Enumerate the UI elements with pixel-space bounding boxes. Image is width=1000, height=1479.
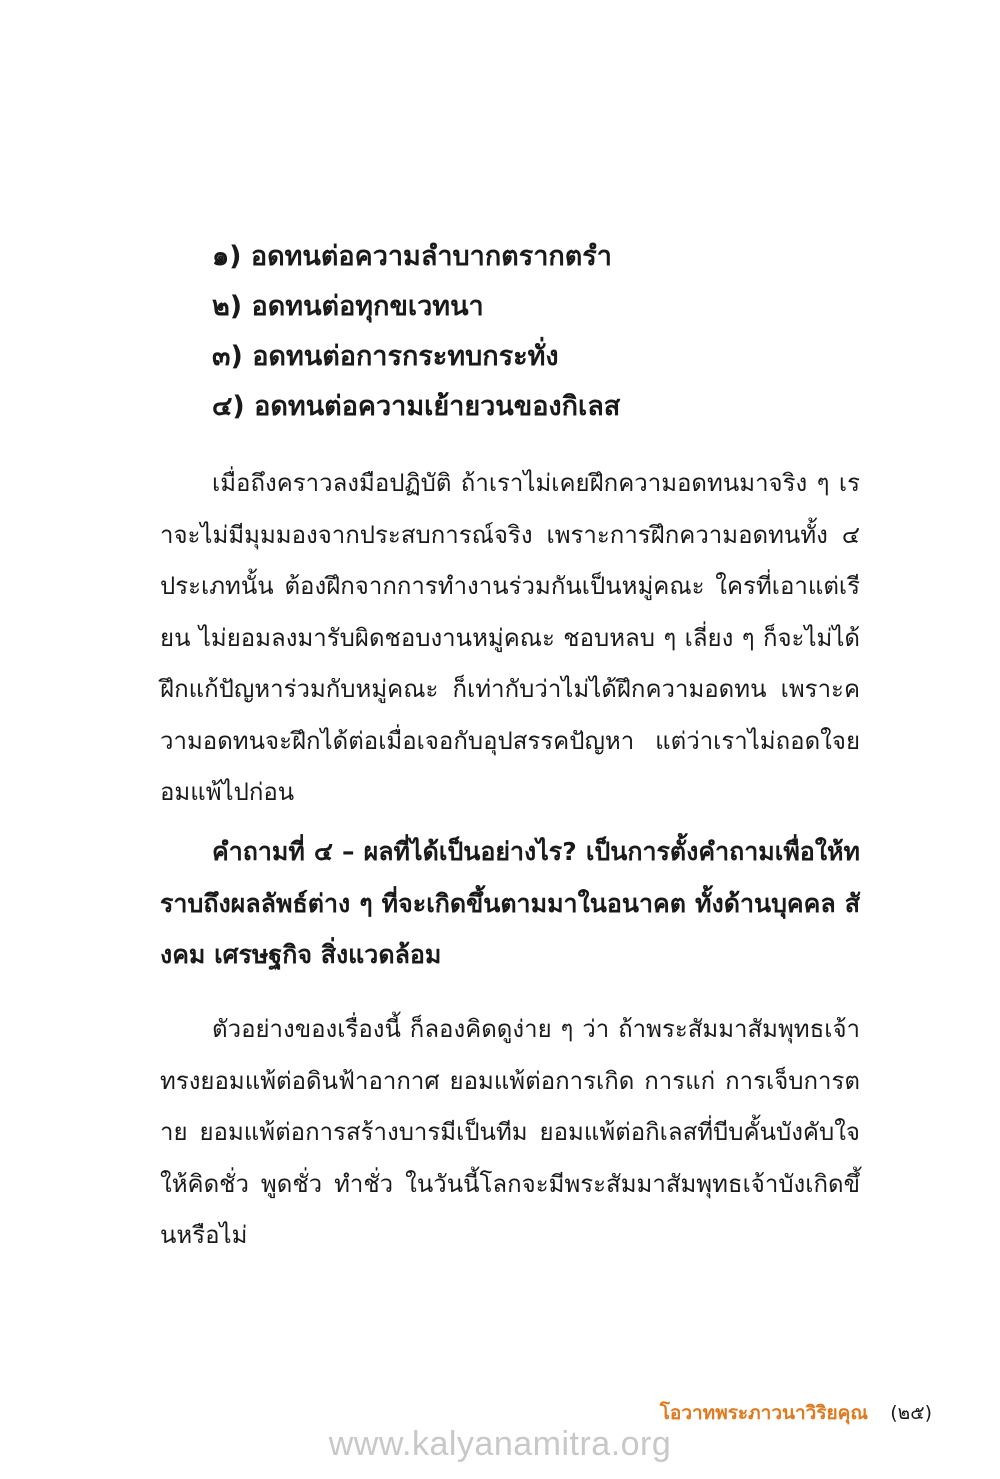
footer-book-title: โอวาทพระภาวนาวิริยคุณ xyxy=(659,1402,868,1424)
list-item: ๒) อดทนต่อทุกขเวทนา xyxy=(212,291,484,322)
patience-list xyxy=(212,232,852,432)
list-item: ๔) อดทนต่อความเย้ายวนของกิเลส xyxy=(212,391,621,422)
body-paragraph-1: เมื่อถึงคราวลงมือปฏิบัติ ถ้าเราไม่เคยฝึกความอดทนมาจริง ๆ เราจะไม่มีมุมมองจากประสบการณ์จริง เพราะการฝึกความอดทนทั้ง ๔ ประเภทนั้น ต้องฝึกจากการทำงานร่วมกันเป็นหมู่คณะ ใครที่เอาแต่เรียน ไม่ยอมลงมารับผิดชอบงานหมู่คณะ ชอบหลบ ๆ เลี่ยง ๆ ก็จะไม่ได้ฝึกแก้ปัญหาร่วมกับหมู่คณะ ก็เท่ากับว่าไม่ได้ฝึกความอดทน เพราะความอดทนจะฝึกได้ต่อเมื่อเจอกับอุปสรรคปัญหา แต่ว่าเราไม่ถอดใจยอมแพ้ไปก่อน xyxy=(160,469,860,806)
list-item: ๓) อดทนต่อการกระทบกระทั่ง xyxy=(212,341,559,372)
body-paragraph-2: ตัวอย่างของเรื่องนี้ ก็ลองคิดดูง่าย ๆ ว่า ถ้าพระสัมมาสัมพุทธเจ้าทรงยอมแพ้ต่อดินฟ้าอากาศ ยอมแพ้ต่อการเกิด การแก่ การเจ็บการตาย ยอมแพ้ต่อการสร้างบารมีเป็นทีม ยอมแพ้ต่อกิเลสที่บีบคั้นบังคับใจให้คิดชั่ว พูดชั่ว ทำชั่ว ในวันนี้โลกจะมีพระสัมมาสัมพุทธเจ้าบังเกิดขึ้นหรือไม่ xyxy=(160,1015,860,1249)
list-item: ๑) อดทนต่อความลำบากตรากตรำ xyxy=(212,241,612,272)
footer-page-number: (๒๕) xyxy=(890,1402,932,1424)
watermark: www.kalyanamitra.org xyxy=(328,1425,672,1463)
question-heading: คำถามที่ ๔ – ผลที่ได้เป็นอย่างไร? เป็นการตั้งคำถามเพื่อให้ทราบถึงผลลัพธ์ต่าง ๆ ที่จะเกิดขึ้นตามมาในอนาคต ทั้งด้านบุคคล สังคม เศรษฐกิจ สิ่งแวดล้อม xyxy=(160,837,860,969)
